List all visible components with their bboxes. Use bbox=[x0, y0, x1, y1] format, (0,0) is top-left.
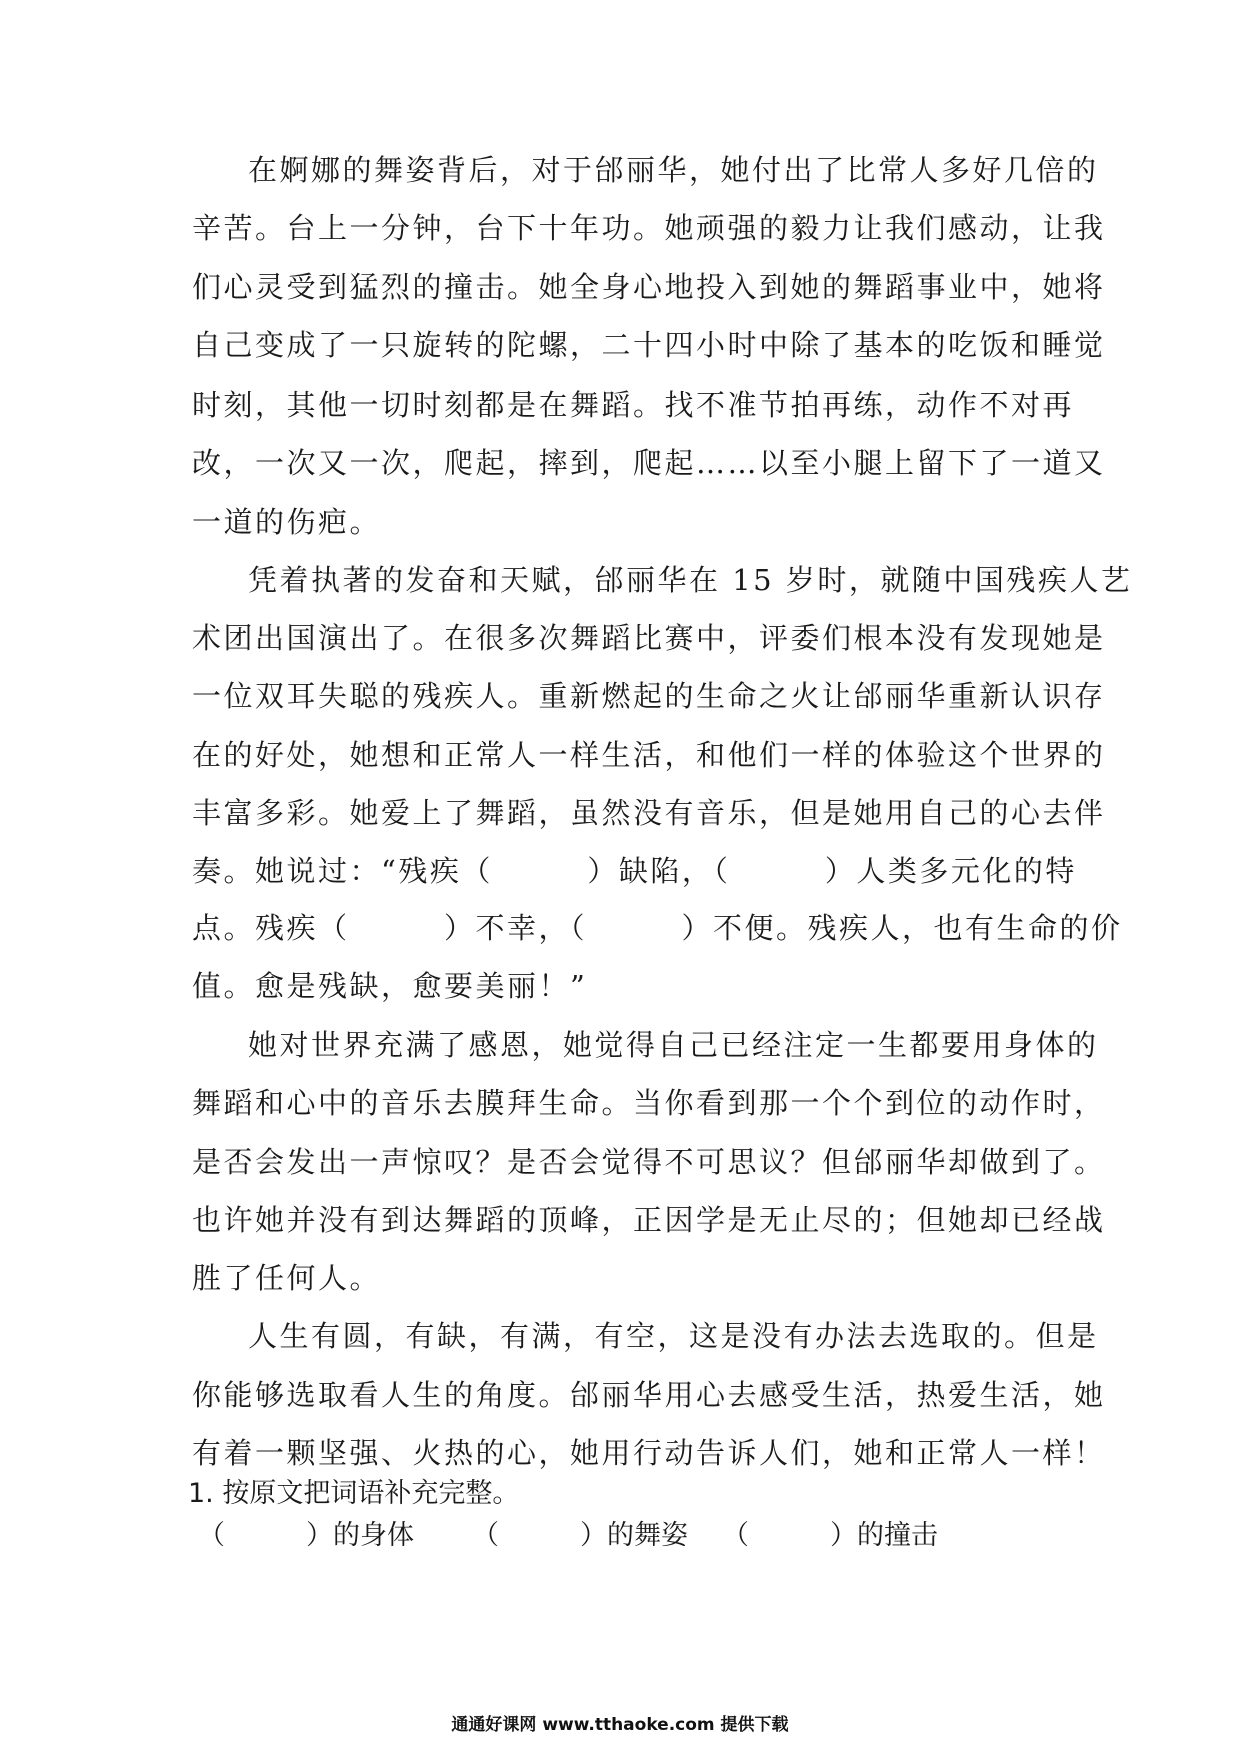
paragraph-1-line-3: 们心灵受到猛烈的撞击。她全身心地投入到她的舞蹈事业中，她将 bbox=[192, 270, 1106, 304]
paragraph-2-line-8: 值。愈是残缺，愈要美丽！” bbox=[192, 969, 588, 1003]
fill-blank-item-2[interactable]: （ ）的舞姿 bbox=[472, 1520, 688, 1551]
paragraph-2-line-3: 一位双耳失聪的残疾人。重新燃起的生命之火让邰丽华重新认识存 bbox=[192, 679, 1106, 713]
footer-source-text: 通通好课网 www.tthaoke.com 提供下载 bbox=[451, 1715, 789, 1735]
fill-blank-item-1[interactable]: （ ）的身体 bbox=[198, 1520, 414, 1551]
paragraph-4-line-3: 有着一颗坚强、火热的心，她用行动告诉人们，她和正常人一样！ bbox=[192, 1436, 1106, 1470]
paragraph-1-line-7: 一道的伤疤。 bbox=[192, 505, 382, 539]
paragraph-3-line-2: 舞蹈和心中的音乐去膜拜生命。当你看到那一个个到位的动作时， bbox=[192, 1086, 1106, 1120]
paragraph-4-line-1: 人生有圆，有缺，有满，有空，这是没有办法去选取的。但是 bbox=[248, 1319, 1099, 1353]
paragraph-3-line-1: 她对世界充满了感恩，她觉得自己已经注定一生都要用身体的 bbox=[248, 1028, 1099, 1062]
question-title: 1. 按原文把词语补充完整。 bbox=[188, 1478, 520, 1509]
paragraph-4-line-2: 你能够选取看人生的角度。邰丽华用心去感受生活，热爱生活，她 bbox=[192, 1378, 1106, 1412]
paragraph-1-line-5: 时刻，其他一切时刻都是在舞蹈。找不准节拍再练，动作不对再 bbox=[192, 388, 1075, 422]
paragraph-3-line-3: 是否会发出一声惊叹？是否会觉得不可思议？但邰丽华却做到了。 bbox=[192, 1145, 1106, 1179]
paragraph-1-line-1: 在婀娜的舞姿背后，对于邰丽华，她付出了比常人多好几倍的 bbox=[248, 153, 1099, 187]
paragraph-2-line-6: 奏。她说过：“残疾（ ）缺陷，（ ）人类多元化的特 bbox=[192, 854, 1077, 888]
paragraph-2-line-1: 凭着执著的发奋和天赋，邰丽华在 15 岁时，就随中国残疾人艺 bbox=[248, 563, 1133, 597]
fill-blank-item-3[interactable]: （ ）的撞击 bbox=[722, 1520, 938, 1551]
paragraph-1-line-2: 辛苦。台上一分钟，台下十年功。她顽强的毅力让我们感动，让我 bbox=[192, 211, 1106, 245]
paragraph-2-line-7: 点。残疾（ ）不幸，（ ）不便。残疾人，也有生命的价 bbox=[192, 911, 1123, 945]
paragraph-2-line-5: 丰富多彩。她爱上了舞蹈，虽然没有音乐，但是她用自己的心去伴 bbox=[192, 796, 1106, 830]
paragraph-3-line-4: 也许她并没有到达舞蹈的顶峰，正因学是无止尽的；但她却已经战 bbox=[192, 1203, 1106, 1237]
paragraph-2-line-2: 术团出国演出了。在很多次舞蹈比赛中，评委们根本没有发现她是 bbox=[192, 621, 1106, 655]
paragraph-1-line-6: 改，一次又一次，爬起，摔到，爬起……以至小腿上留下了一道又 bbox=[192, 446, 1106, 480]
paragraph-1-line-4: 自己变成了一只旋转的陀螺，二十四小时中除了基本的吃饭和睡觉 bbox=[192, 328, 1106, 362]
paragraph-2-line-4: 在的好处，她想和正常人一样生活，和他们一样的体验这个世界的 bbox=[192, 738, 1106, 772]
paragraph-3-line-5: 胜了任何人。 bbox=[192, 1261, 382, 1295]
